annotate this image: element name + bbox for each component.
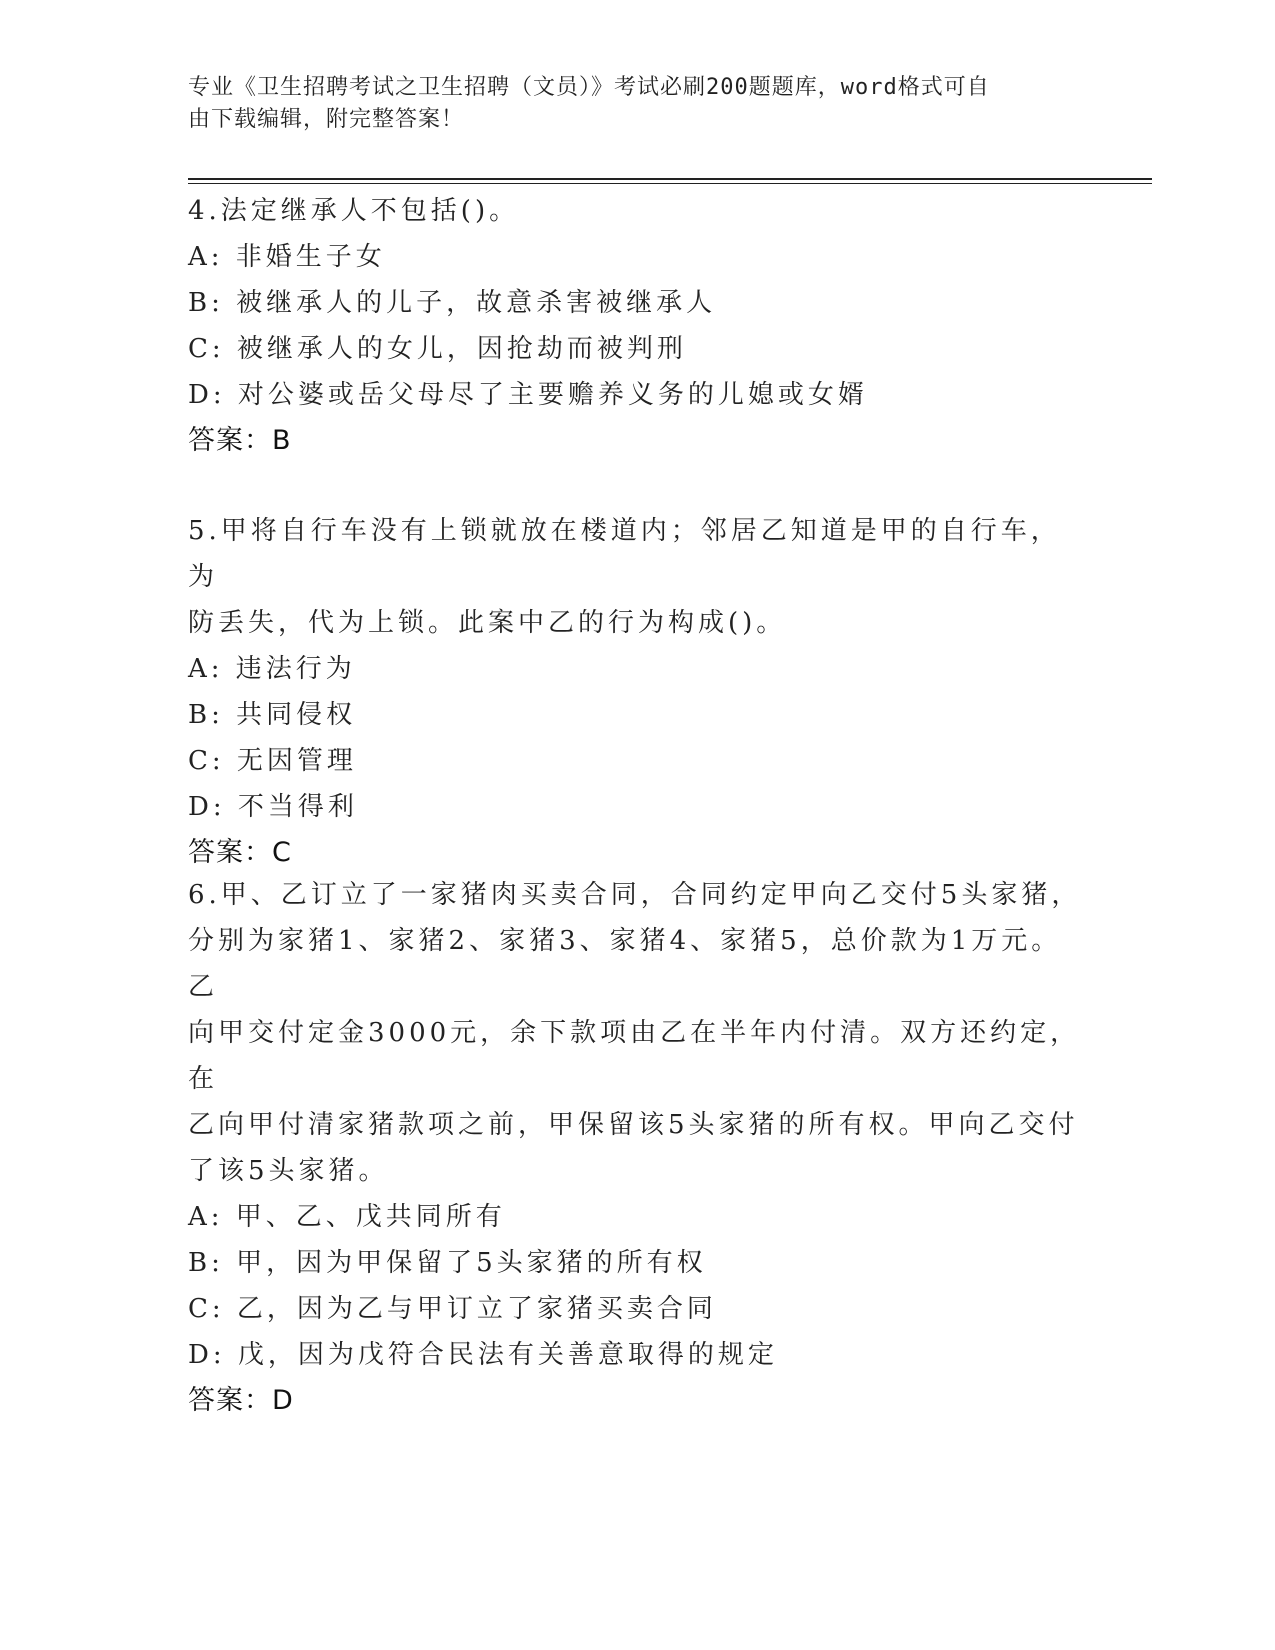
option-c: C: 被继承人的女儿，因抢劫而被判刑 (188, 334, 687, 364)
option-a: A: 非婚生子女 (188, 242, 386, 272)
question-stem: 防丢失，代为上锁。此案中乙的行为构成()。 (188, 608, 787, 638)
question-stem: 向甲交付定金3000元，余下款项由乙在半年内付清。双方还约定，在 (188, 1018, 1081, 1094)
option-b: B: 甲，因为甲保留了5头家猪的所有权 (188, 1248, 707, 1278)
answer-line: 答案：D (188, 1385, 294, 1416)
header-line: 专业《卫生招聘考试之卫生招聘（文员）》考试必刷200题题库，word格式可自 (188, 75, 990, 100)
answer-line: 答案：B (188, 425, 292, 456)
question-stem: 乙向甲付清家猪款项之前，甲保留该5头家猪的所有权。甲向乙交付 (188, 1110, 1079, 1140)
question-block (188, 508, 1088, 876)
option-c: C: 无因管理 (188, 746, 357, 776)
question-stem: 4.法定继承人不包括()。 (188, 196, 520, 226)
question-stem: 了该5头家猪。 (188, 1156, 389, 1186)
option-d: D: 对公婆或岳父母尽了主要赡养义务的儿媳或女婿 (188, 380, 868, 410)
header-line: 由下载编辑，附完整答案！ (188, 107, 465, 132)
option-a: A: 违法行为 (188, 654, 356, 684)
question-stem: 5.甲将自行车没有上锁就放在楼道内；邻居乙知道是甲的自行车，为 (188, 516, 1061, 592)
option-c: C: 乙，因为乙与甲订立了家猪买卖合同 (188, 1294, 717, 1324)
question-stem: 6.甲、乙订立了一家猪肉买卖合同，合同约定甲向乙交付5头家猪， (188, 880, 1082, 910)
question-block (188, 872, 1088, 1424)
document-header (188, 72, 1068, 136)
question-block (188, 188, 1088, 464)
header-divider-thick (188, 178, 1152, 180)
answer-line: 答案：C (188, 837, 292, 868)
option-b: B: 被继承人的儿子，故意杀害被继承人 (188, 288, 717, 318)
option-d: D: 戊，因为戊符合民法有关善意取得的规定 (188, 1340, 778, 1370)
question-stem: 分别为家猪1、家猪2、家猪3、家猪4、家猪5，总价款为1万元。乙 (188, 926, 1062, 1002)
option-a: A: 甲、乙、戊共同所有 (188, 1202, 506, 1232)
header-divider-thin (188, 183, 1152, 184)
option-d: D: 不当得利 (188, 792, 358, 822)
option-b: B: 共同侵权 (188, 700, 357, 730)
